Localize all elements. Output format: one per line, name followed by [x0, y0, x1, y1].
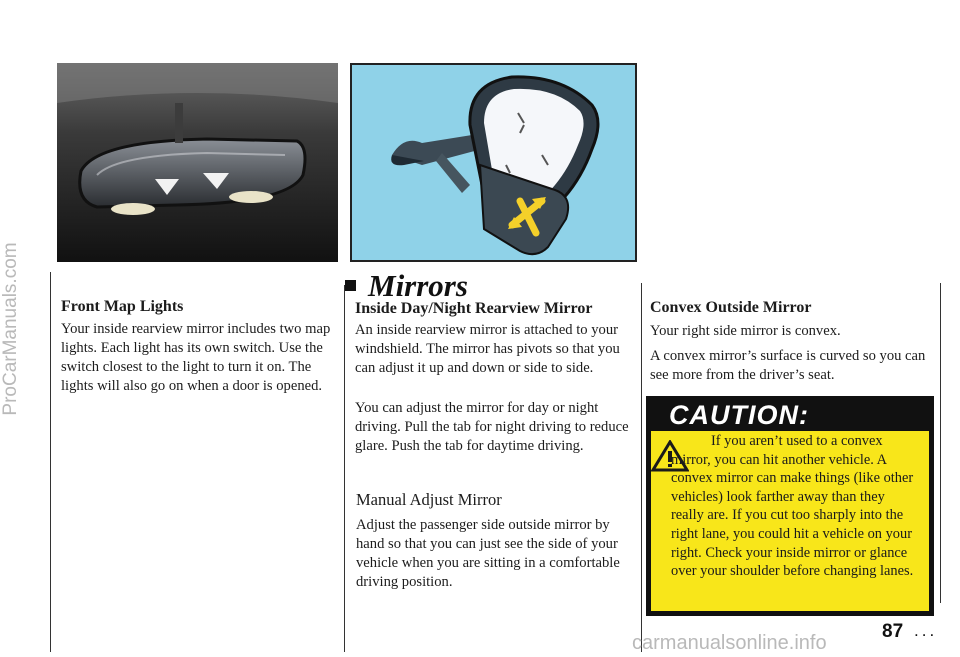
front-map-lights-heading: Front Map Lights [61, 298, 184, 315]
section-heading-mirrors [339, 268, 468, 304]
convex-mirror-body-1: Your right side mirror is convex. [650, 323, 841, 339]
inside-mirror-body-2: You can adjust the mirror for day or night driving. Pull the tab for night driving to reduce glare. Push the tab for daytime driving. [355, 400, 629, 454]
convex-mirror-body-2: A convex mirror’s surface is curved so you can see more from the driver’s seat. [650, 348, 926, 383]
mirror-illustration [350, 63, 637, 262]
front-map-lights-body: Your inside rearview mirror includes two map lights. Each light has its own switch. Use the switch closest to the light to turn it on. The lights will also go on when a door is opened. [61, 321, 331, 394]
side-watermark-text: ProCarManuals.com [0, 241, 21, 416]
map-lights-photo [57, 63, 338, 262]
manual-mirror-heading: Manual Adjust Mirror [356, 490, 502, 509]
mirror-illustration-graphic [352, 65, 635, 260]
manual-mirror-body: Adjust the passenger side outside mirror by hand so that you can just see the side of your vehicle when you are sitting in a comfortable driving position. [356, 517, 620, 590]
column-rule-far-right [940, 283, 941, 603]
continuation-dots-icon: ... [914, 621, 938, 640]
caution-title: CAUTION: [669, 400, 809, 430]
section-bullet-icon [345, 280, 356, 291]
map-lights-photo-graphic [57, 63, 338, 262]
section-title: Mirrors [368, 268, 468, 303]
inside-mirror-heading: Inside Day/Night Rearview Mirror [355, 300, 593, 317]
bottom-watermark: carmanualsonline.info [632, 632, 827, 654]
inside-mirror-body-1: An inside rearview mirror is attached to your windshield. The mirror has pivots so that you can adjust it up and down or side to side. [355, 322, 620, 376]
side-watermark [0, 0, 24, 657]
column-rule-left [50, 272, 51, 652]
page-number: 87 [882, 621, 904, 642]
convex-mirror-heading: Convex Outside Mirror [650, 299, 812, 316]
caution-text: If you aren’t used to a convex mirror, you can hit another vehicle. A convex mirror can make things (like other vehicles) look farther away than they really are. If you cut too sharply into the right lane, you could hit a vehicle on your right. Check your inside mirror or glance over your shoulder before changing lanes. [671, 433, 914, 580]
